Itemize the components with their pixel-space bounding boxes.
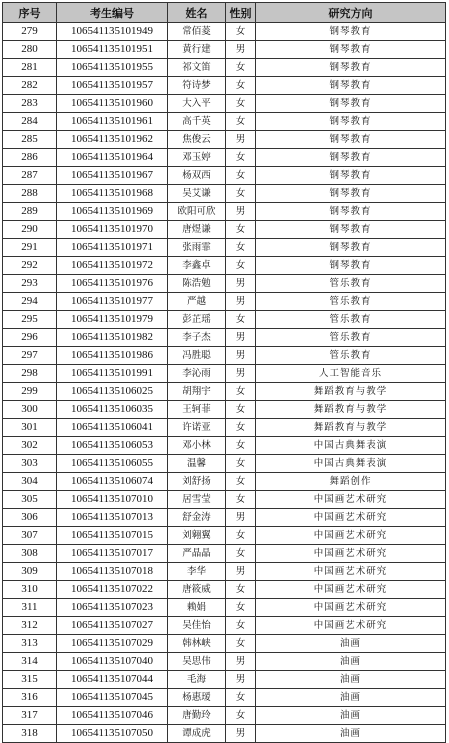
cell-candidate-number: 106541135101968: [57, 185, 168, 203]
cell-candidate-number: 106541135106041: [57, 419, 168, 437]
cell-index: 316: [3, 689, 57, 707]
cell-index: 282: [3, 77, 57, 95]
cell-candidate-number: 106541135101976: [57, 275, 168, 293]
cell-candidate-number: 106541135101957: [57, 77, 168, 95]
table-row: [3, 383, 446, 401]
cell-candidate-number: 106541135107022: [57, 581, 168, 599]
cell-name: 大入平: [168, 95, 226, 113]
cell-name: 王轲菲: [168, 401, 226, 419]
cell-index: 317: [3, 707, 57, 725]
header-candidate-number: 考生编号: [57, 3, 168, 23]
table-row: [3, 401, 446, 419]
table-row: [3, 239, 446, 257]
cell-candidate-number: 106541135107018: [57, 563, 168, 581]
header-name: 姓名: [168, 3, 226, 23]
table-row: [3, 527, 446, 545]
cell-gender: 女: [226, 455, 256, 473]
table-row: [3, 59, 446, 77]
table-row: [3, 149, 446, 167]
cell-research-direction: 管乐教育: [256, 275, 446, 293]
cell-gender: 女: [226, 185, 256, 203]
cell-candidate-number: 106541135106074: [57, 473, 168, 491]
table-row: [3, 311, 446, 329]
table-row: [3, 131, 446, 149]
cell-index: 304: [3, 473, 57, 491]
cell-index: 308: [3, 545, 57, 563]
cell-index: 302: [3, 437, 57, 455]
table-row: [3, 167, 446, 185]
cell-candidate-number: 106541135101982: [57, 329, 168, 347]
cell-index: 294: [3, 293, 57, 311]
cell-index: 283: [3, 95, 57, 113]
cell-gender: 女: [226, 95, 256, 113]
cell-name: 彭芷瑶: [168, 311, 226, 329]
cell-gender: 女: [226, 383, 256, 401]
cell-candidate-number: 106541135101960: [57, 95, 168, 113]
cell-name: 祁文笛: [168, 59, 226, 77]
cell-index: 295: [3, 311, 57, 329]
cell-name: 唐煜谦: [168, 221, 226, 239]
header-row: [3, 3, 446, 23]
cell-research-direction: 管乐教育: [256, 311, 446, 329]
cell-candidate-number: 106541135107045: [57, 689, 168, 707]
cell-research-direction: 中国画艺术研究: [256, 491, 446, 509]
cell-research-direction: 中国画艺术研究: [256, 617, 446, 635]
cell-candidate-number: 106541135101972: [57, 257, 168, 275]
cell-index: 298: [3, 365, 57, 383]
table-header: [3, 3, 446, 23]
cell-index: 280: [3, 41, 57, 59]
cell-research-direction: 钢琴教育: [256, 239, 446, 257]
cell-research-direction: 中国画艺术研究: [256, 599, 446, 617]
cell-candidate-number: 106541135101991: [57, 365, 168, 383]
cell-candidate-number: 106541135101961: [57, 113, 168, 131]
cell-index: 281: [3, 59, 57, 77]
cell-gender: 女: [226, 707, 256, 725]
cell-name: 冯胜聪: [168, 347, 226, 365]
cell-index: 314: [3, 653, 57, 671]
cell-candidate-number: 106541135101969: [57, 203, 168, 221]
table-row: [3, 509, 446, 527]
cell-index: 315: [3, 671, 57, 689]
cell-candidate-number: 106541135106035: [57, 401, 168, 419]
cell-index: 307: [3, 527, 57, 545]
cell-name: 邓玉婷: [168, 149, 226, 167]
cell-candidate-number: 106541135101970: [57, 221, 168, 239]
cell-candidate-number: 106541135101986: [57, 347, 168, 365]
cell-research-direction: 人工智能音乐: [256, 365, 446, 383]
cell-gender: 女: [226, 239, 256, 257]
cell-index: 285: [3, 131, 57, 149]
cell-gender: 男: [226, 41, 256, 59]
cell-research-direction: 钢琴教育: [256, 257, 446, 275]
cell-gender: 女: [226, 401, 256, 419]
cell-gender: 男: [226, 365, 256, 383]
cell-research-direction: 油画: [256, 671, 446, 689]
table-row: [3, 365, 446, 383]
cell-research-direction: 钢琴教育: [256, 59, 446, 77]
cell-candidate-number: 106541135107023: [57, 599, 168, 617]
table-row: [3, 437, 446, 455]
cell-candidate-number: 106541135101967: [57, 167, 168, 185]
cell-gender: 男: [226, 329, 256, 347]
table-row: [3, 113, 446, 131]
cell-name: 刘舒扬: [168, 473, 226, 491]
cell-index: 286: [3, 149, 57, 167]
cell-gender: 女: [226, 59, 256, 77]
cell-name: 高千英: [168, 113, 226, 131]
cell-research-direction: 中国古典舞表演: [256, 437, 446, 455]
table-row: [3, 671, 446, 689]
cell-candidate-number: 106541135101962: [57, 131, 168, 149]
admission-list-table: [2, 2, 446, 743]
cell-candidate-number: 106541135101955: [57, 59, 168, 77]
cell-research-direction: 中国画艺术研究: [256, 563, 446, 581]
cell-research-direction: 管乐教育: [256, 329, 446, 347]
cell-name: 欧阳可欣: [168, 203, 226, 221]
cell-index: 297: [3, 347, 57, 365]
cell-index: 291: [3, 239, 57, 257]
cell-candidate-number: 106541135107015: [57, 527, 168, 545]
cell-candidate-number: 106541135101949: [57, 23, 168, 41]
cell-research-direction: 舞蹈教育与教学: [256, 419, 446, 437]
cell-index: 301: [3, 419, 57, 437]
cell-gender: 女: [226, 635, 256, 653]
cell-research-direction: 油画: [256, 689, 446, 707]
cell-name: 刘翱翼: [168, 527, 226, 545]
table-row: [3, 491, 446, 509]
cell-index: 311: [3, 599, 57, 617]
cell-name: 李沁雨: [168, 365, 226, 383]
cell-research-direction: 中国画艺术研究: [256, 581, 446, 599]
table-row: [3, 689, 446, 707]
table-row: [3, 257, 446, 275]
cell-research-direction: 舞蹈教育与教学: [256, 401, 446, 419]
cell-name: 焦俊云: [168, 131, 226, 149]
table-row: [3, 203, 446, 221]
table-row: [3, 275, 446, 293]
cell-research-direction: 钢琴教育: [256, 185, 446, 203]
table-row: [3, 293, 446, 311]
cell-research-direction: 钢琴教育: [256, 113, 446, 131]
cell-gender: 女: [226, 473, 256, 491]
cell-research-direction: 油画: [256, 653, 446, 671]
header-research-direction: 研究方向: [256, 3, 446, 23]
cell-index: 309: [3, 563, 57, 581]
cell-name: 毛海: [168, 671, 226, 689]
cell-gender: 女: [226, 113, 256, 131]
cell-name: 许诺亚: [168, 419, 226, 437]
cell-index: 313: [3, 635, 57, 653]
cell-index: 296: [3, 329, 57, 347]
table-row: [3, 563, 446, 581]
cell-gender: 男: [226, 563, 256, 581]
cell-gender: 女: [226, 581, 256, 599]
document-page: [2, 2, 446, 743]
cell-name: 赖娟: [168, 599, 226, 617]
cell-candidate-number: 106541135107013: [57, 509, 168, 527]
cell-gender: 女: [226, 545, 256, 563]
cell-candidate-number: 106541135101977: [57, 293, 168, 311]
cell-name: 胡翔宇: [168, 383, 226, 401]
table-row: [3, 581, 446, 599]
cell-index: 289: [3, 203, 57, 221]
cell-name: 邓小林: [168, 437, 226, 455]
cell-candidate-number: 106541135106053: [57, 437, 168, 455]
table-row: [3, 77, 446, 95]
cell-gender: 女: [226, 437, 256, 455]
cell-index: 300: [3, 401, 57, 419]
table-row: [3, 329, 446, 347]
cell-research-direction: 中国古典舞表演: [256, 455, 446, 473]
table-row: [3, 95, 446, 113]
cell-research-direction: 钢琴教育: [256, 221, 446, 239]
cell-research-direction: 钢琴教育: [256, 167, 446, 185]
cell-candidate-number: 106541135107017: [57, 545, 168, 563]
cell-research-direction: 管乐教育: [256, 347, 446, 365]
table-row: [3, 617, 446, 635]
table-row: [3, 599, 446, 617]
cell-research-direction: 钢琴教育: [256, 149, 446, 167]
cell-candidate-number: 106541135107040: [57, 653, 168, 671]
cell-index: 312: [3, 617, 57, 635]
cell-gender: 男: [226, 653, 256, 671]
cell-name: 谭成虎: [168, 725, 226, 743]
cell-name: 舒金涛: [168, 509, 226, 527]
cell-name: 杨惠瑷: [168, 689, 226, 707]
cell-gender: 女: [226, 311, 256, 329]
cell-candidate-number: 106541135101964: [57, 149, 168, 167]
cell-gender: 男: [226, 725, 256, 743]
cell-candidate-number: 106541135106055: [57, 455, 168, 473]
cell-name: 唐勤玲: [168, 707, 226, 725]
cell-index: 290: [3, 221, 57, 239]
cell-gender: 男: [226, 671, 256, 689]
cell-gender: 女: [226, 419, 256, 437]
cell-gender: 女: [226, 77, 256, 95]
cell-name: 李子杰: [168, 329, 226, 347]
cell-candidate-number: 106541135106025: [57, 383, 168, 401]
cell-gender: 女: [226, 257, 256, 275]
cell-research-direction: 中国画艺术研究: [256, 527, 446, 545]
cell-name: 居雪莹: [168, 491, 226, 509]
cell-name: 唐筱威: [168, 581, 226, 599]
cell-gender: 女: [226, 491, 256, 509]
cell-gender: 女: [226, 149, 256, 167]
cell-index: 288: [3, 185, 57, 203]
table-row: [3, 23, 446, 41]
cell-research-direction: 管乐教育: [256, 293, 446, 311]
cell-name: 吴思伟: [168, 653, 226, 671]
table-row: [3, 419, 446, 437]
cell-index: 279: [3, 23, 57, 41]
table-row: [3, 455, 446, 473]
cell-name: 李华: [168, 563, 226, 581]
table-row: [3, 545, 446, 563]
cell-gender: 女: [226, 23, 256, 41]
cell-name: 张雨霏: [168, 239, 226, 257]
cell-index: 292: [3, 257, 57, 275]
cell-index: 303: [3, 455, 57, 473]
cell-candidate-number: 106541135101951: [57, 41, 168, 59]
cell-candidate-number: 106541135107046: [57, 707, 168, 725]
cell-research-direction: 钢琴教育: [256, 131, 446, 149]
cell-name: 黄行建: [168, 41, 226, 59]
cell-index: 287: [3, 167, 57, 185]
cell-gender: 男: [226, 131, 256, 149]
cell-candidate-number: 106541135107010: [57, 491, 168, 509]
cell-name: 吴佳怡: [168, 617, 226, 635]
cell-index: 310: [3, 581, 57, 599]
cell-name: 符诗梦: [168, 77, 226, 95]
cell-candidate-number: 106541135107050: [57, 725, 168, 743]
cell-research-direction: 油画: [256, 725, 446, 743]
cell-name: 温馨: [168, 455, 226, 473]
cell-gender: 女: [226, 617, 256, 635]
cell-research-direction: 钢琴教育: [256, 77, 446, 95]
cell-name: 韩林峡: [168, 635, 226, 653]
cell-name: 吴艾谦: [168, 185, 226, 203]
table-row: [3, 185, 446, 203]
cell-gender: 女: [226, 599, 256, 617]
cell-research-direction: 钢琴教育: [256, 41, 446, 59]
cell-research-direction: 舞蹈教育与教学: [256, 383, 446, 401]
cell-candidate-number: 106541135107029: [57, 635, 168, 653]
cell-gender: 男: [226, 203, 256, 221]
cell-research-direction: 钢琴教育: [256, 95, 446, 113]
cell-index: 318: [3, 725, 57, 743]
cell-candidate-number: 106541135101971: [57, 239, 168, 257]
table-row: [3, 473, 446, 491]
cell-candidate-number: 106541135101979: [57, 311, 168, 329]
table-row: [3, 707, 446, 725]
table-row: [3, 635, 446, 653]
cell-gender: 男: [226, 275, 256, 293]
cell-name: 严越: [168, 293, 226, 311]
header-gender: 性别: [226, 3, 256, 23]
cell-name: 严晶晶: [168, 545, 226, 563]
cell-gender: 男: [226, 347, 256, 365]
cell-candidate-number: 106541135107044: [57, 671, 168, 689]
cell-gender: 女: [226, 527, 256, 545]
header-index: 序号: [3, 3, 57, 23]
cell-research-direction: 油画: [256, 635, 446, 653]
cell-index: 284: [3, 113, 57, 131]
cell-candidate-number: 106541135107027: [57, 617, 168, 635]
table-row: [3, 725, 446, 743]
cell-name: 杨双西: [168, 167, 226, 185]
cell-index: 299: [3, 383, 57, 401]
cell-research-direction: 中国画艺术研究: [256, 545, 446, 563]
cell-gender: 女: [226, 689, 256, 707]
table-row: [3, 347, 446, 365]
cell-name: 李鑫卓: [168, 257, 226, 275]
cell-gender: 男: [226, 293, 256, 311]
cell-research-direction: 舞蹈创作: [256, 473, 446, 491]
table-row: [3, 221, 446, 239]
cell-gender: 女: [226, 167, 256, 185]
table-row: [3, 653, 446, 671]
cell-gender: 男: [226, 509, 256, 527]
cell-index: 306: [3, 509, 57, 527]
cell-index: 305: [3, 491, 57, 509]
table-row: [3, 41, 446, 59]
cell-research-direction: 钢琴教育: [256, 203, 446, 221]
cell-name: 陈浩勉: [168, 275, 226, 293]
table-body: [3, 23, 446, 743]
cell-research-direction: 钢琴教育: [256, 23, 446, 41]
cell-name: 常佰菱: [168, 23, 226, 41]
cell-research-direction: 油画: [256, 707, 446, 725]
cell-gender: 女: [226, 221, 256, 239]
cell-research-direction: 中国画艺术研究: [256, 509, 446, 527]
cell-index: 293: [3, 275, 57, 293]
